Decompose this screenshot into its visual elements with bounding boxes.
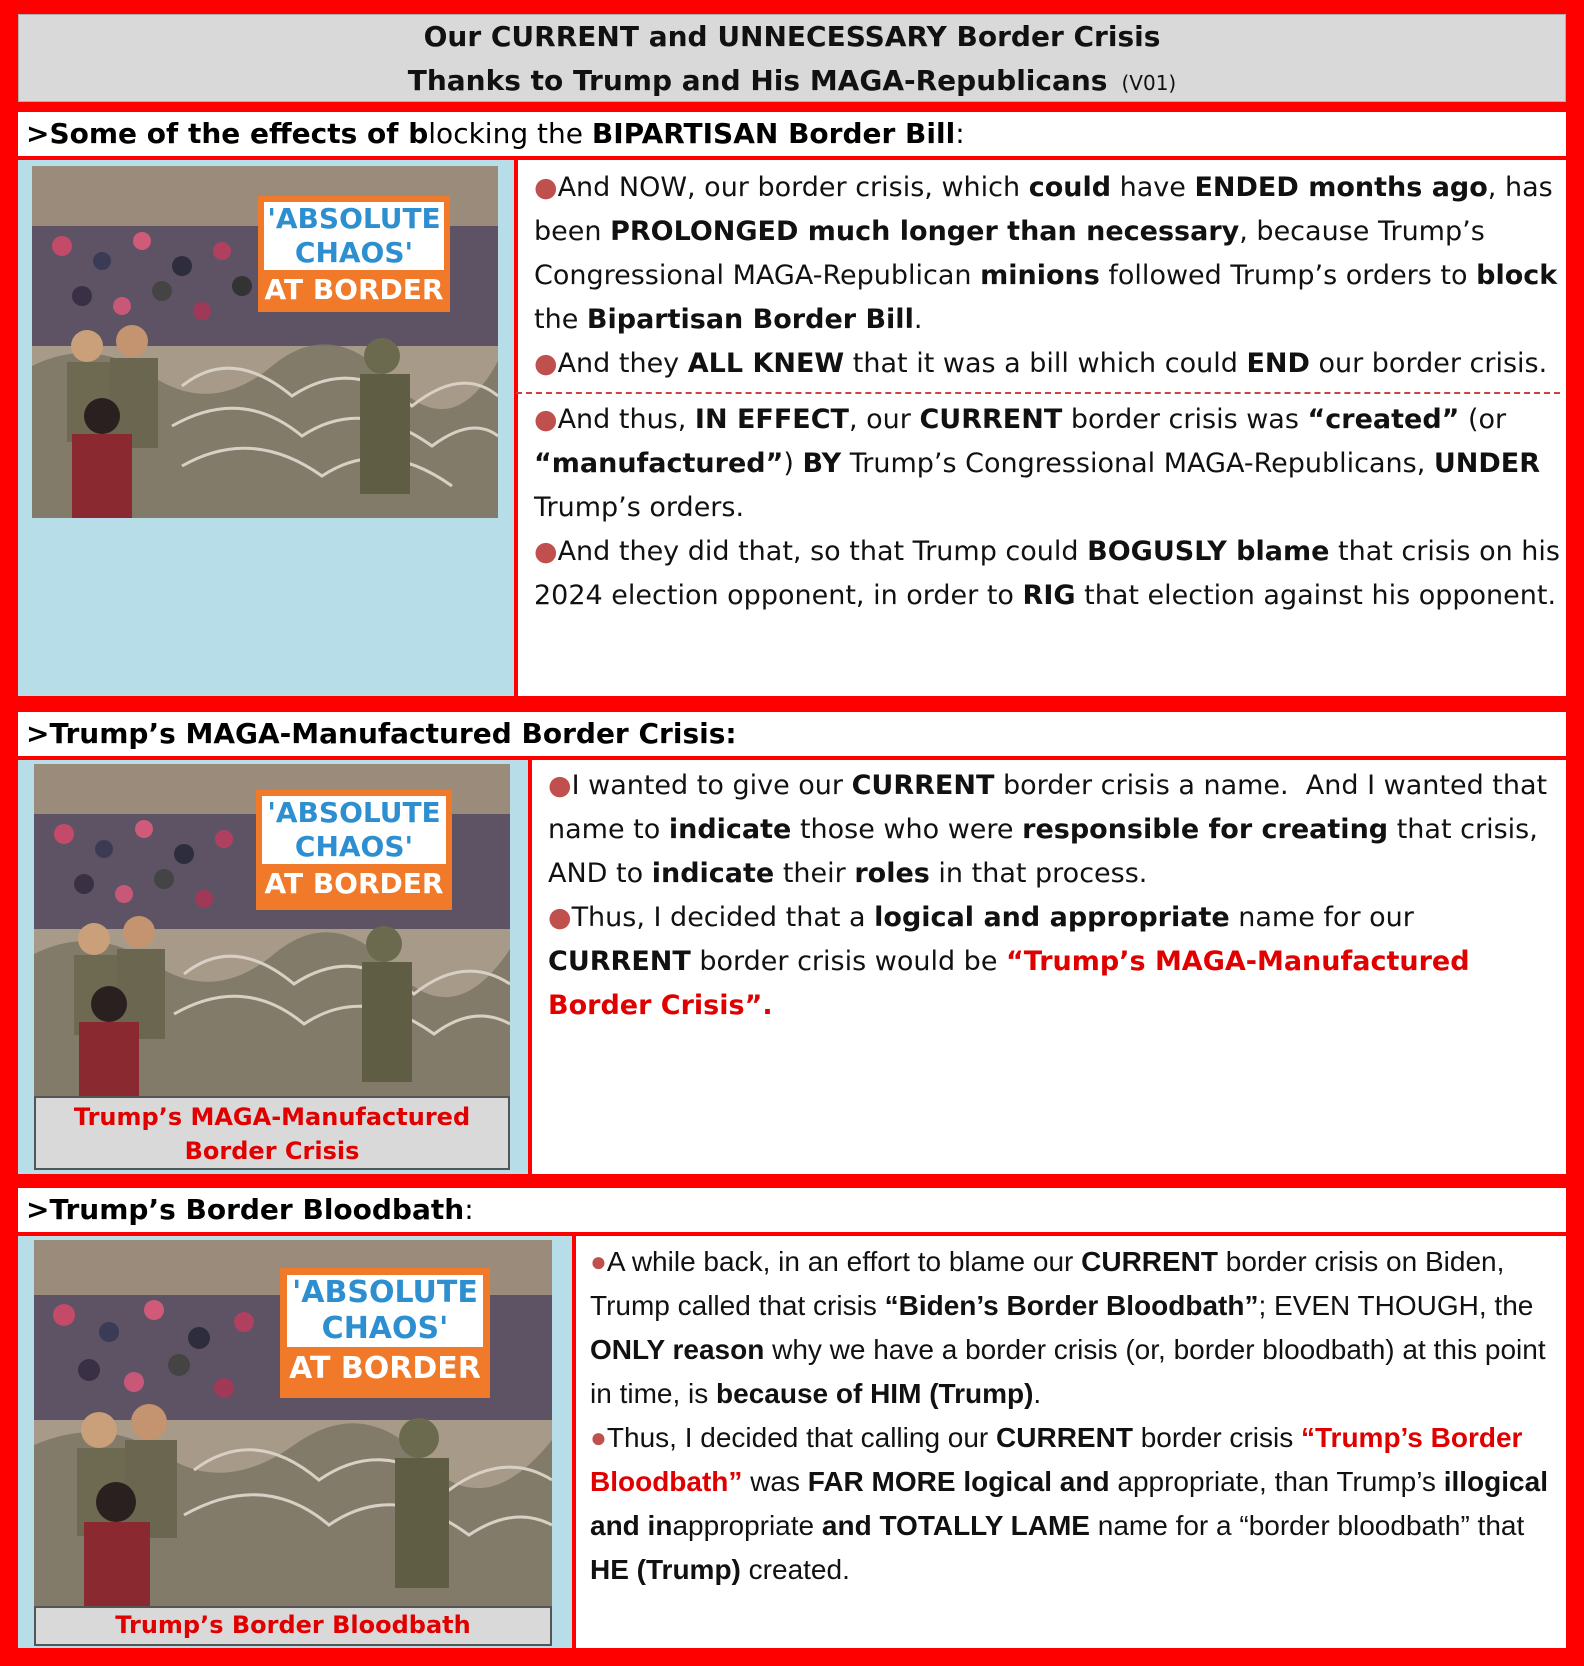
section-3-paragraph-1: ●A while back, in an effort to blame our CURRENT border crisis on Biden, Trump called that crisis “Biden’s Border Bloodbath”; EVEN THOUGH, the ONLY reason why we have a border crisis (or, border bloodbath) at this point in time, is because of HIM (Trump). [590,1246,1546,1409]
section-2-text-cell [532,760,1566,1174]
bullet-dot: ● [590,1246,607,1277]
bullet-dot: ● [590,1422,607,1453]
title-line-1: Our CURRENT and UNNECESSARY Border Crisis [423,20,1161,53]
bullet-dot: ● [534,404,558,435]
bullet-dot: ● [534,172,558,203]
dashed-divider [516,392,1560,394]
image-caption: Trump’s Border Bloodbath [34,1606,552,1646]
page-title [18,14,1566,102]
section-2-paragraph-2: ●Thus, I decided that a logical and appropriate name for our CURRENT border crisis would be “Trump’s MAGA-Manufactured Border Crisis”. [548,902,1470,1021]
section-1-paragraph-1: ●And NOW, our border crisis, which could have ENDED months ago, has been PROLONGED much longer than necessary, because Trump’s Congressional MAGA-Republican minions followed Trump’s orders to block the Bipartisan Border Bill. [534,172,1558,335]
section-2-image-cell [18,760,528,1174]
section-1-image-cell [18,160,514,696]
badge-text-top: 'ABSOLUTE CHAOS' [262,796,446,864]
section-3-image-cell [18,1236,572,1648]
badge-text-bottom: AT BORDER [289,1351,481,1386]
badge-text-bottom: AT BORDER [264,867,444,900]
section-3-heading: >Trump’s Border Bloodbath: [18,1188,1566,1232]
badge-text-top: 'ABSOLUTE CHAOS' [287,1275,483,1347]
bullet-dot: ● [548,902,572,933]
border-crowd-photo [32,166,498,518]
bullet-dot: ● [534,536,558,567]
bullet-dot: ● [534,348,558,379]
section-2-heading: >Trump’s MAGA-Manufactured Border Crisis: [18,712,1566,756]
badge-text-top: 'ABSOLUTE CHAOS' [264,202,444,270]
title-line-2: Thanks to Trump and His MAGA-Republicans (V01) [407,64,1177,97]
section-3-text-cell [576,1236,1566,1648]
version-label: (V01) [1121,71,1177,95]
section-1-paragraph-4: ●And they did that, so that Trump could BOGUSLY blame that crisis on his 2024 election opponent, in order to RIG that election against his opponent. [534,536,1560,611]
section-3-paragraph-2: ●Thus, I decided that calling our CURRENT border crisis “Trump’s Border Bloodbath” was FAR MORE logical and appropriate, than Trump’s illogical and inappropriate and TOTALLY LAME name for a “border bloodbath” that HE (Trump) created. [590,1422,1548,1585]
section-2-paragraph-1: ●I wanted to give our CURRENT border crisis a name. And I wanted that name to indicate those who were responsible for creating that crisis, AND to indicate their roles in that process. [548,770,1548,889]
badge-text-bottom: AT BORDER [264,273,444,306]
border-crowd-photo [34,1240,552,1606]
absolute-chaos-badge [256,790,452,910]
image-caption: Trump’s MAGA-Manufactured Border Crisis [34,1096,510,1170]
border-crowd-photo [34,764,510,1096]
bullet-dot: ● [548,770,572,801]
section-1-text-cell [518,160,1566,696]
absolute-chaos-badge [258,196,450,312]
section-1-paragraph-3: ●And thus, IN EFFECT, our CURRENT border crisis was “created” (or “manufactured”) BY Trump’s Congressional MAGA-Republicans, UNDER Trump’s orders. [534,404,1541,523]
absolute-chaos-badge [280,1268,490,1398]
section-1-heading: >Some of the effects of blocking the BIPARTISAN Border Bill: [18,112,1566,156]
section-1-paragraph-2: ●And they ALL KNEW that it was a bill which could END our border crisis. [534,348,1548,379]
